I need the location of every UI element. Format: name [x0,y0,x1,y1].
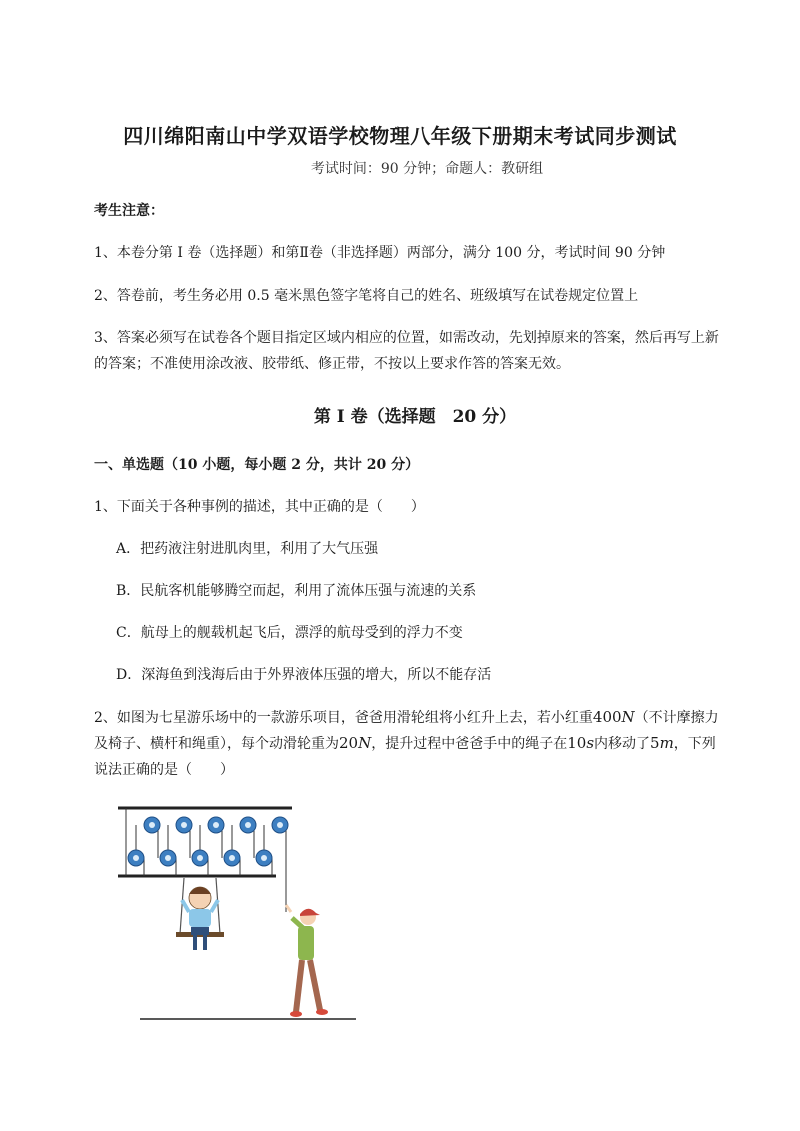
notice-item-3: 3、答案必须写在试卷各个题目指定区域内相应的位置，如需改动，先划掉原来的答案，然后再写上新 [94,330,719,346]
notice-item-2: 2、答卷前，考生务必用 0.5 毫米黑色签字笔将自己的姓名、班级填写在试卷规定位置上 [94,288,639,304]
q2-math-pulley-weight: 20N [339,734,372,752]
notice-item-1: 1、本卷分第 I 卷（选择题）和第Ⅱ卷（非选择题）两部分，满分 100 分，考试时间 90 分钟 [94,245,666,261]
child-figure [182,887,218,950]
q2-math-time: 10s [567,734,595,752]
pulley-system-illustration [116,800,366,1025]
q2-text-4: ，提升过程中爸爸手中的绳子在 [371,736,568,752]
page-title: 四川绵阳南山中学双语学校物理八年级下册期末考试同步测试 [123,124,677,148]
notice-heading: 考生注意： [94,203,164,219]
q2-text-3: 及椅子、横杆和绳重），每个动滑轮重为 [94,736,339,752]
q2-text-1: 2、如图为七星游乐场中的一款游乐项目，爸爸用滑轮组将小红升上去，若小红重 [94,710,593,726]
question-1-option-a: A．把药液注射进肌肉里，利用了大气压强 [116,541,379,557]
q2-text-5: 内移动了 [594,736,651,752]
father-figure [286,905,328,1017]
q2-math-weight: 400N [592,708,635,726]
notice-item-3-cont: 的答案；不准使用涂改液、胶带纸、修正带，不按以上要求作答的答案无效。 [94,356,570,372]
question-1-option-d: D．深海鱼到浅海后由于外界液体压强的增大，所以不能存活 [116,667,492,683]
part-heading: 一、单选题（10 小题，每小题 2 分，共计 20 分） [94,457,420,473]
q2-text-2: （不计摩擦力 [634,710,719,726]
q2-text-6: ，下列 [673,736,716,752]
question-1-option-c: C．航母上的舰载机起飞后，漂浮的航母受到的浮力不变 [116,625,463,641]
question-2-stem-line-1 [94,706,719,729]
question-2-stem-line-3: 说法正确的是（ ） [94,762,234,778]
section-title: 第 I 卷（选择题 20 分） [313,407,517,427]
question-1-option-b: B．民航客机能够腾空而起，利用了流体压强与流速的关系 [116,583,477,599]
question-2-stem-line-2 [94,732,716,755]
q2-math-distance: 5m [650,734,674,752]
exam-subtitle: 考试时间：90 分钟；命题人：教研组 [310,161,544,177]
question-1-stem: 1、下面关于各种事例的描述，其中正确的是（ ） [94,499,425,515]
